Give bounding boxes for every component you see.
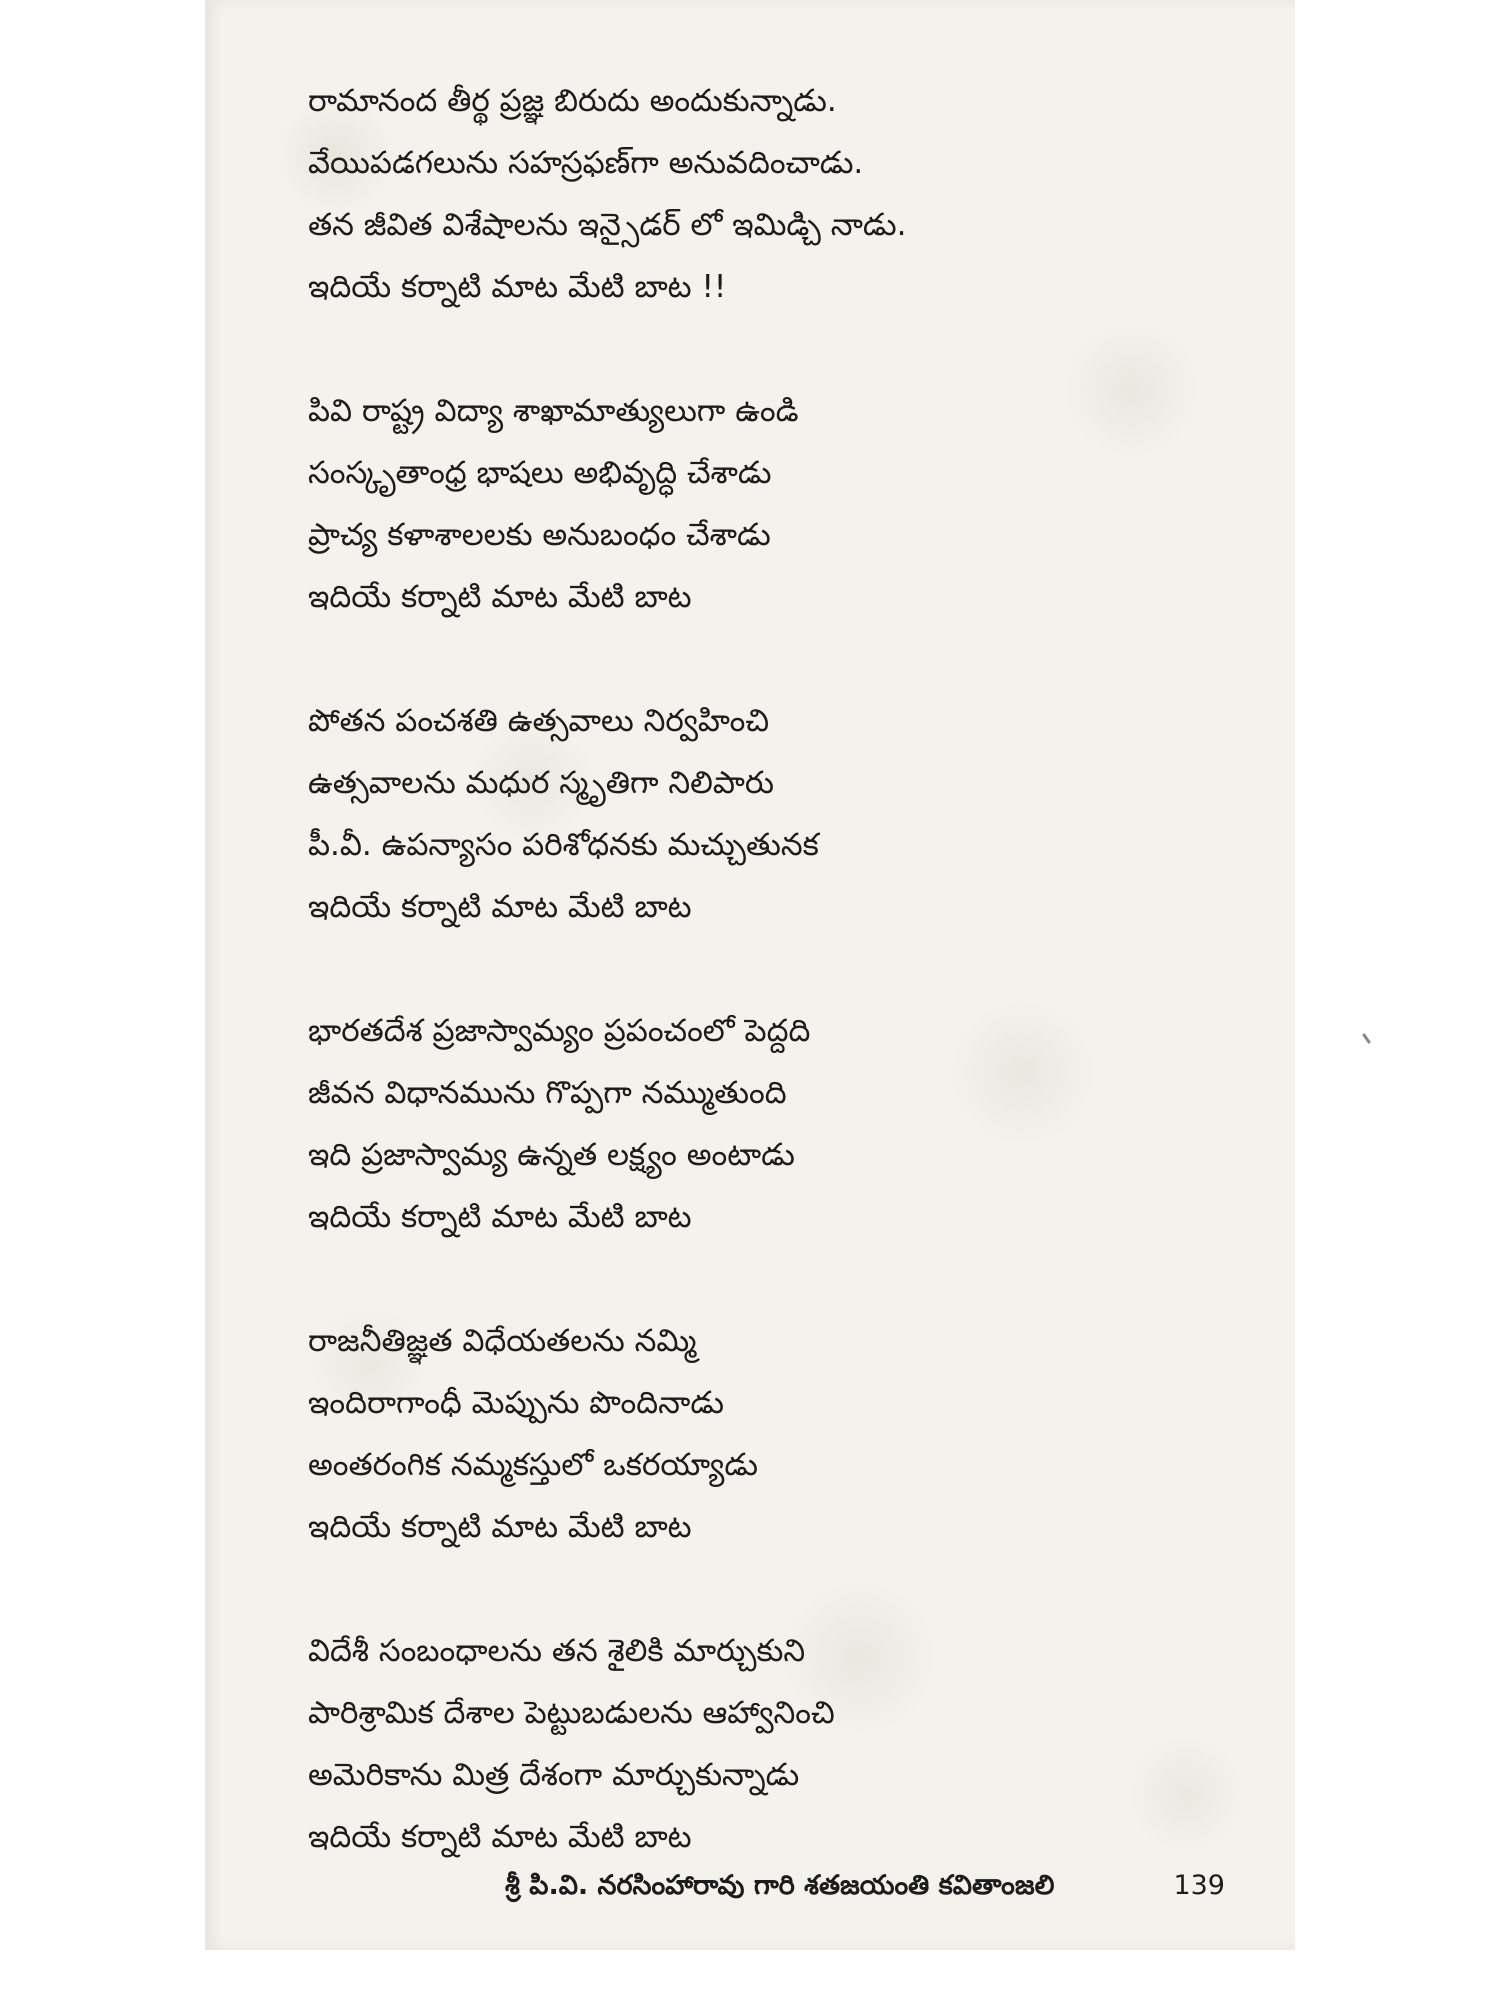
poem-refrain: ఇదియే కర్నాటి మాట మేటి బాట [308,1509,692,1545]
poem-line: పివి రాష్ట్ర విద్యా శాఖామాత్యులుగా ఉండి [308,393,799,429]
page-number: 139 [1173,1870,1225,1901]
poem-line: పారిశ్రామిక దేశాల పెట్టుబడులను ఆహ్వానించి [308,1695,835,1731]
stanza-3 [308,690,1208,938]
poem-line: ఇది ప్రజాస్వామ్య ఉన్నత లక్ష్యం అంటాడు [308,1137,795,1173]
poem-line: అంతరంగిక నమ్మకస్తులో ఒకరయ్యాడు [308,1447,759,1483]
stanza-2 [308,380,1208,628]
poem-line: పీ.వీ. ఉపన్యాసం పరిశోధనకు మచ్చుతునక [308,827,819,863]
poem-body [308,70,1208,1868]
poem-line: తన జీవిత విశేషాలను ఇన్సైడర్ లో ఇమిడ్చి నాడు. [308,207,907,243]
page-footer [505,1870,1225,1908]
poem-line: వేయిపడగలును సహస్రఫణ్‌గా అనువదించాడు. [308,145,864,181]
poem-line: అమెరికాను మిత్ర దేశంగా మార్చుకున్నాడు [308,1757,800,1793]
stanza-4 [308,1000,1208,1248]
poem-line: రాజనీతిజ్ఞత విధేయతలను నమ్మి [308,1323,697,1359]
poem-line: రామానంద తీర్థ ప్రజ్ఞ బిరుదు అందుకున్నాడు. [308,83,837,119]
poem-line: ఉత్సవాలను మధుర స్మృతిగా నిలిపారు [308,765,774,801]
poem-line: భారతదేశ ప్రజాస్వామ్యం ప్రపంచంలో పెద్దది [308,1013,811,1049]
book-title: శ్రీ పి.వి. నరసింహారావు గారి శతజయంతి కవితాంజలి [505,1870,1055,1901]
poem-line: జీవన విధానమును గొప్పగా నమ్ముతుంది [308,1075,787,1111]
stanza-6 [308,1620,1208,1868]
poem-refrain: ఇదియే కర్నాటి మాట మేటి బాట !! [308,269,727,305]
poem-refrain: ఇదియే కర్నాటి మాట మేటి బాట [308,579,692,615]
stanza-5 [308,1310,1208,1558]
poem-refrain: ఇదియే కర్నాటి మాట మేటి బాట [308,1819,692,1855]
poem-line: ప్రాచ్య కళాశాలలకు అనుబంధం చేశాడు [308,517,771,553]
poem-refrain: ఇదియే కర్నాటి మాట మేటి బాట [308,1199,692,1235]
poem-line: విదేశీ సంబంధాలను తన శైలికి మార్చుకుని [308,1633,806,1669]
poem-line: సంస్కృతాంధ్ర భాషలు అభివృద్ధి చేశాడు [308,455,772,491]
stanza-1 [308,70,1208,318]
poem-line: ఇందిరాగాంధీ మెప్పును పొందినాడు [308,1385,724,1421]
poem-line: పోతన పంచశతి ఉత్సవాలు నిర్వహించి [308,703,770,739]
poem-refrain: ఇదియే కర్నాటి మాట మేటి బాట [308,889,692,925]
stray-mark [1362,1033,1371,1044]
